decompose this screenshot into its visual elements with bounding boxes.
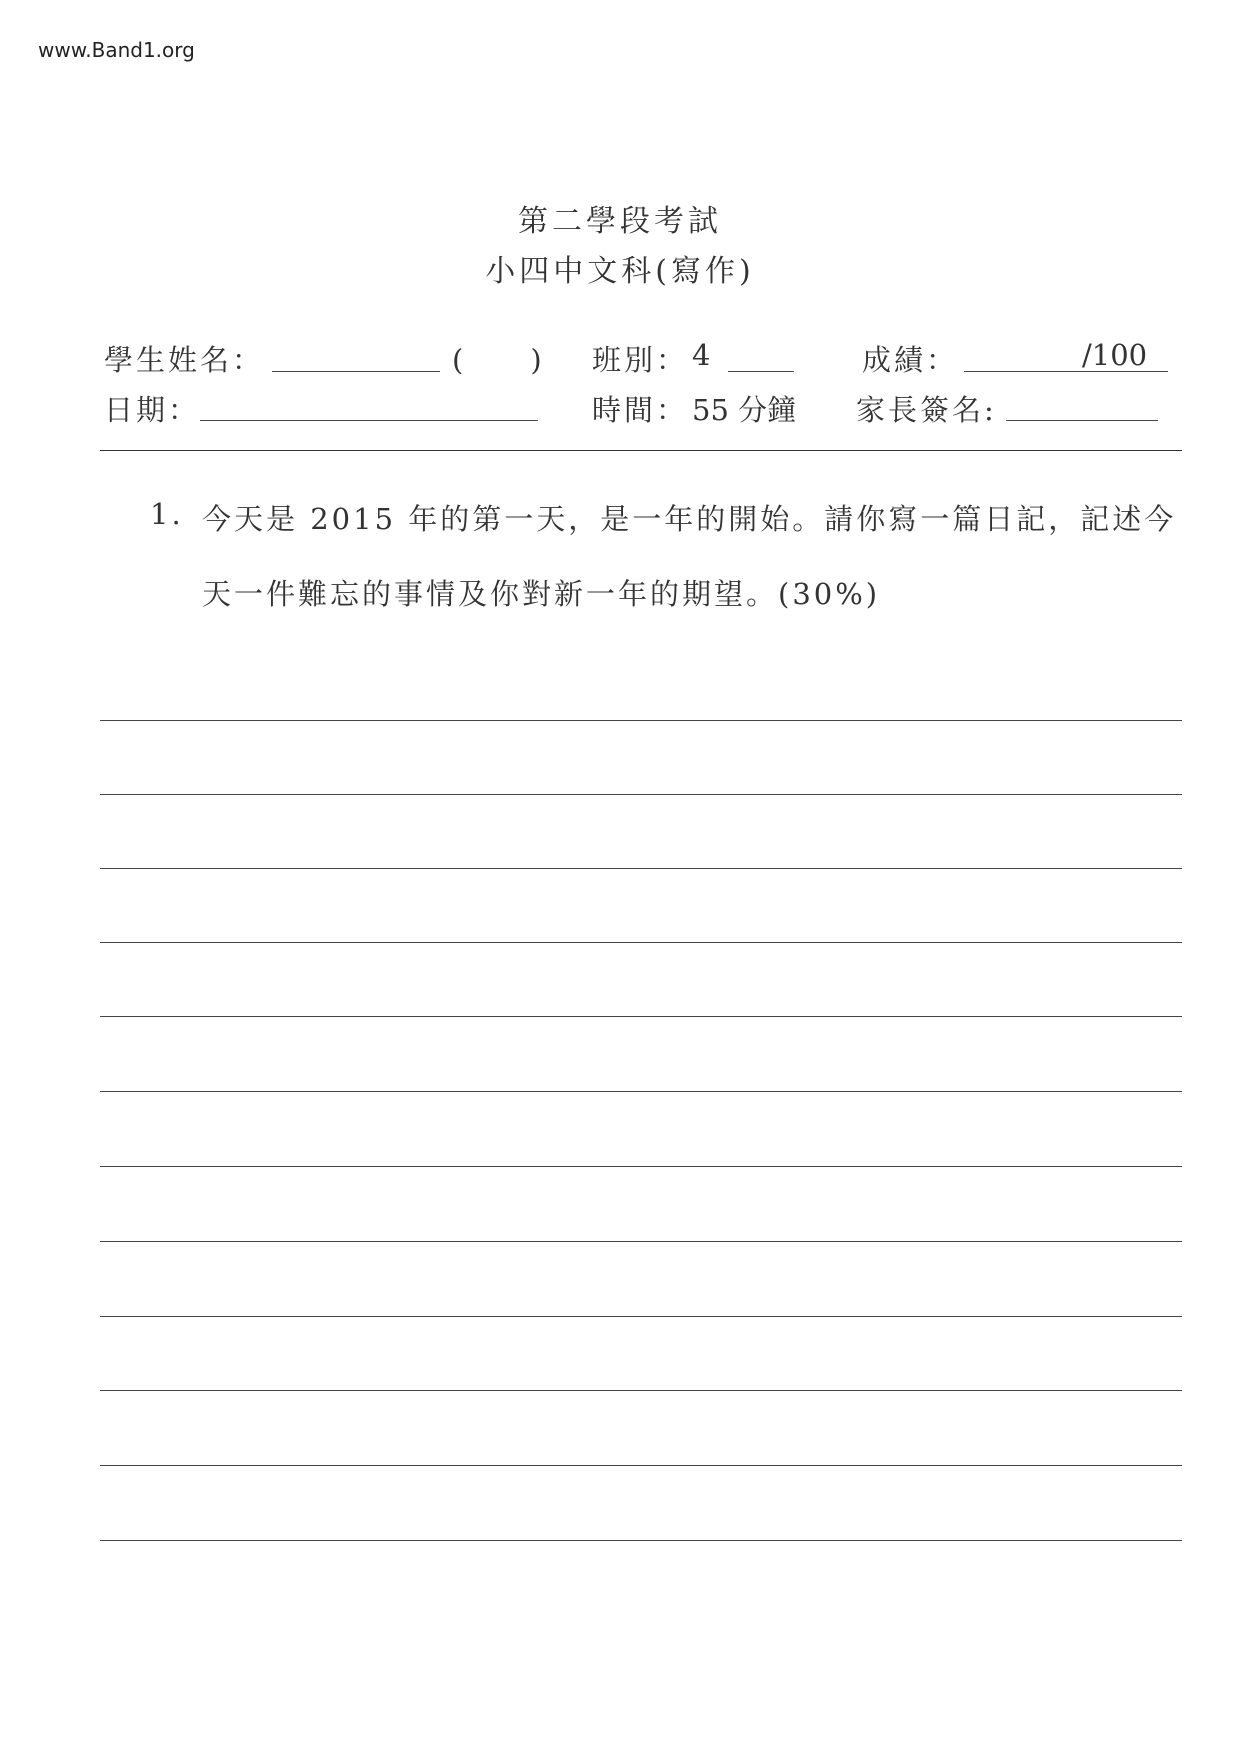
site-watermark: www.Band1.org (38, 38, 195, 62)
class-value: 4 (692, 338, 711, 372)
class-label: 班別： (592, 343, 689, 377)
writing-line[interactable] (100, 1390, 1182, 1391)
question-line-1: 今天是 2015 年的第一天，是一年的開始。請你寫一篇日記，記述今 (202, 502, 1177, 536)
parent-signature-label: 家長簽名: (856, 393, 997, 427)
writing-line[interactable] (100, 1316, 1182, 1317)
exam-title: 第二學段考試 (518, 204, 722, 239)
score-value: /100 (1082, 338, 1148, 372)
class-blank[interactable] (728, 371, 794, 372)
writing-line[interactable] (100, 1540, 1182, 1541)
time-label: 時間： (592, 393, 689, 427)
parent-signature-blank[interactable] (1006, 420, 1158, 421)
writing-line[interactable] (100, 942, 1182, 943)
writing-line[interactable] (100, 720, 1182, 721)
date-label: 日期： (104, 393, 201, 427)
question-line-2: 天一件難忘的事情及你對新一年的期望。(30%) (202, 577, 881, 611)
header-divider (100, 450, 1182, 451)
writing-line[interactable] (100, 1166, 1182, 1167)
time-value: 55 分鐘 (692, 393, 797, 427)
class-number-parens: ( ) (452, 343, 545, 377)
writing-line[interactable] (100, 794, 1182, 795)
question-number: 1. (150, 497, 184, 531)
subject-title: 小四中文科(寫作) (485, 254, 755, 289)
writing-line[interactable] (100, 1016, 1182, 1017)
writing-line[interactable] (100, 868, 1182, 869)
writing-line[interactable] (100, 1241, 1182, 1242)
student-name-blank[interactable] (272, 371, 440, 372)
date-blank[interactable] (200, 420, 538, 421)
score-label: 成績： (862, 343, 959, 377)
writing-line[interactable] (100, 1465, 1182, 1466)
writing-line[interactable] (100, 1091, 1182, 1092)
student-name-label: 學生姓名： (104, 343, 265, 377)
